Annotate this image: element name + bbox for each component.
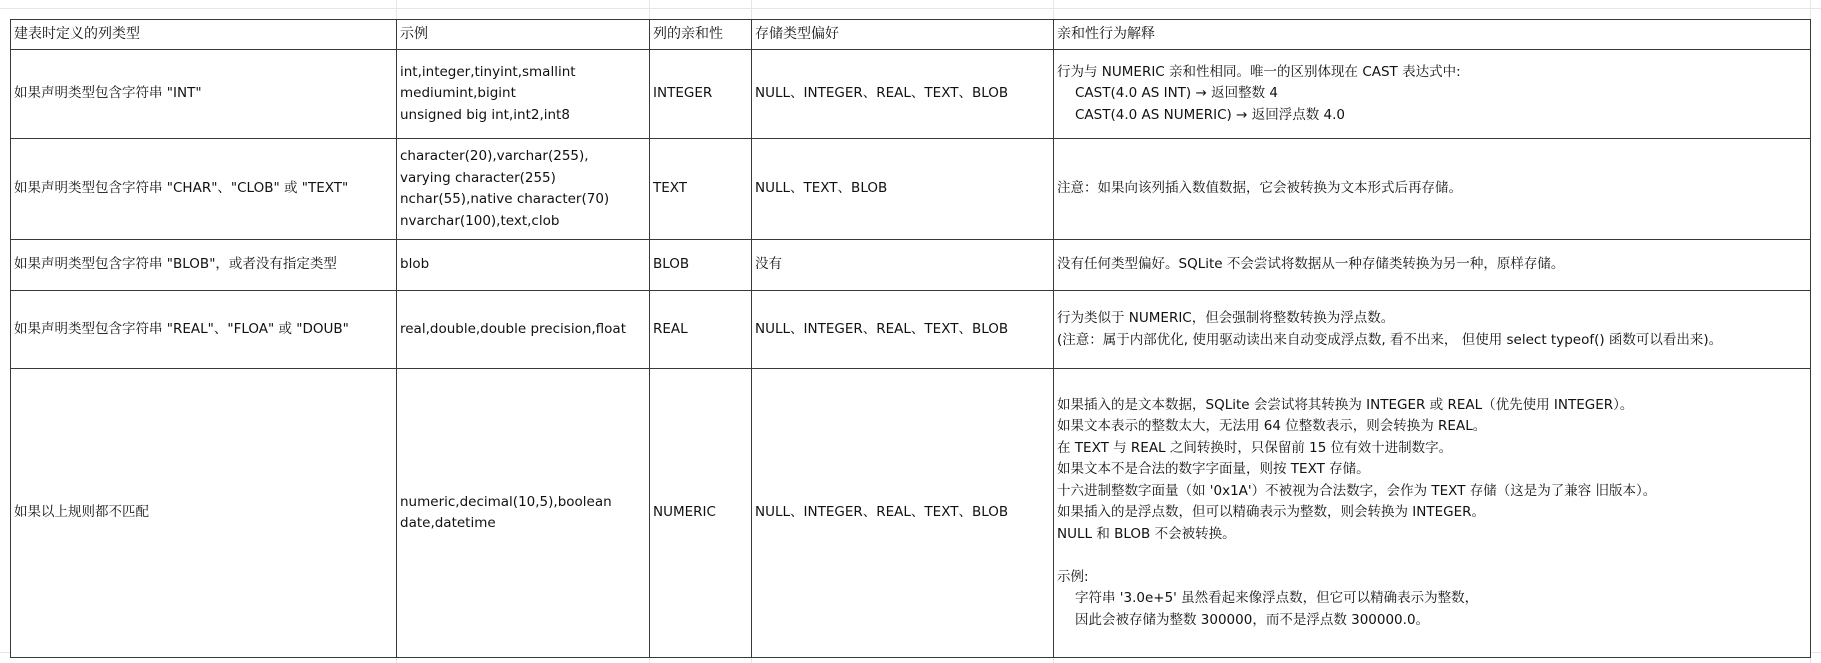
example-line: real,double,double precision,float <box>400 320 626 337</box>
declared-type-text: 如果以上规则都不匹配 <box>14 504 149 521</box>
behavior-line: 行为类似于 NUMERIC，但会强制将整数转换为浮点数。 <box>1057 310 1395 326</box>
storage-preference-text: NULL、INTEGER、REAL、TEXT、BLOB <box>755 85 1009 102</box>
behavior-line: 在 TEXT 与 REAL 之间转换时，只保留前 15 位有效十进制数字。 <box>1057 439 1453 456</box>
example-line: numeric,decimal(10,5),boolean <box>400 493 612 510</box>
table-row <box>11 291 1811 369</box>
cell-declared-type[interactable] <box>11 369 397 658</box>
storage-preference-text: 没有 <box>755 256 782 273</box>
cell-storage-preference[interactable] <box>752 240 1054 291</box>
header-examples[interactable]: 示例 <box>397 20 650 50</box>
affinity-text: NUMERIC <box>653 504 716 521</box>
example-line: date,datetime <box>400 515 496 531</box>
header-behavior[interactable]: 亲和性行为解释 <box>1054 20 1811 50</box>
example-line: varying character(255) <box>400 169 556 186</box>
declared-type-text: 如果声明类型包含字符串 "INT" <box>14 85 202 102</box>
affinity-text: TEXT <box>653 180 688 197</box>
table-row <box>11 369 1811 658</box>
cell-behavior[interactable] <box>1054 50 1811 139</box>
cell-affinity[interactable] <box>650 291 752 369</box>
behavior-line: 如果文本表示的整数太大，无法用 64 位整数表示，则会转换为 REAL。 <box>1057 418 1487 435</box>
storage-preference-text: NULL、TEXT、BLOB <box>755 180 888 197</box>
behavior-line: NULL 和 BLOB 不会被转换。 <box>1057 525 1236 542</box>
example-line: character(20),varchar(255), <box>400 148 589 164</box>
behavior-line: 没有任何类型偏好。SQLite 不会尝试将数据从一种存储类转换为另一种，原样存储。 <box>1057 256 1565 273</box>
cell-affinity[interactable] <box>650 369 752 658</box>
table-row <box>11 240 1811 291</box>
header-storage-preference[interactable]: 存储类型偏好 <box>752 20 1054 50</box>
cell-declared-type[interactable] <box>11 139 397 240</box>
declared-type-text: 如果声明类型包含字符串 "BLOB"，或者没有指定类型 <box>14 256 337 273</box>
header-affinity[interactable]: 列的亲和性 <box>650 20 752 50</box>
behavior-line: 如果插入的是浮点数，但可以精确表示为整数，则会转换为 INTEGER。 <box>1057 504 1486 521</box>
behavior-line: 十六进制整数字面量（如 '0x1A'）不被视为合法数字，会作为 TEXT 存储（这是为了兼容 旧版本）。 <box>1057 482 1657 499</box>
behavior-line: 字符串 '3.0e+5' 虽然看起来像浮点数，但它可以精确表示为整数， <box>1075 590 1479 607</box>
cell-examples[interactable] <box>397 139 650 240</box>
cell-storage-preference[interactable] <box>752 139 1054 240</box>
example-line: mediumint,bigint <box>400 85 516 102</box>
cell-examples[interactable] <box>397 369 650 658</box>
header-declared-type[interactable]: 建表时定义的列类型 <box>11 20 397 50</box>
example-line: nvarchar(100),text,clob <box>400 212 560 229</box>
cell-behavior[interactable] <box>1054 139 1811 240</box>
cell-storage-preference[interactable] <box>752 369 1054 658</box>
behavior-line: CAST(4.0 AS INT) → 返回整数 4 <box>1075 85 1278 102</box>
header-row <box>11 20 1811 50</box>
cell-storage-preference[interactable] <box>752 291 1054 369</box>
example-line: blob <box>400 256 430 273</box>
cell-examples[interactable] <box>397 50 650 139</box>
affinity-text: BLOB <box>653 256 690 273</box>
table-row <box>11 139 1811 240</box>
blank-line <box>1057 545 1807 567</box>
cell-behavior[interactable] <box>1054 291 1811 369</box>
storage-preference-text: NULL、INTEGER、REAL、TEXT、BLOB <box>755 504 1009 521</box>
behavior-line: 如果文本不是合法的数字字面量，则按 TEXT 存储。 <box>1057 461 1370 478</box>
cell-declared-type[interactable] <box>11 50 397 139</box>
behavior-line: 如果插入的是文本数据，SQLite 会尝试将其转换为 INTEGER 或 REAL（优先使用 INTEGER）。 <box>1057 396 1634 413</box>
behavior-line: 行为与 NUMERIC 亲和性相同。唯一的区别体现在 CAST 表达式中: <box>1057 63 1461 80</box>
cell-examples[interactable] <box>397 291 650 369</box>
behavior-line: 注意：如果向该列插入数值数据，它会被转换为文本形式后再存储。 <box>1057 180 1462 197</box>
behavior-line: CAST(4.0 AS NUMERIC) → 返回浮点数 4.0 <box>1075 106 1345 123</box>
example-line: unsigned big int,int2,int8 <box>400 106 570 123</box>
behavior-line: (注意：属于内部优化, 使用驱动读出来自动变成浮点数, 看不出来， 但使用 select typeof() 函数可以看出来)。 <box>1057 331 1723 348</box>
behavior-line: 示例: <box>1057 568 1089 585</box>
cell-affinity[interactable] <box>650 240 752 291</box>
table-row <box>11 50 1811 139</box>
example-line: nchar(55),native character(70) <box>400 191 610 207</box>
declared-type-text: 如果声明类型包含字符串 "REAL"、"FLOA" 或 "DOUB" <box>14 320 349 337</box>
cell-behavior[interactable] <box>1054 240 1811 291</box>
cell-declared-type[interactable] <box>11 291 397 369</box>
behavior-line: 因此会被存储为整数 300000，而不是浮点数 300000.0。 <box>1075 611 1430 628</box>
cell-affinity[interactable] <box>650 139 752 240</box>
storage-preference-text: NULL、INTEGER、REAL、TEXT、BLOB <box>755 320 1009 337</box>
affinity-text: INTEGER <box>653 85 713 102</box>
cell-affinity[interactable] <box>650 50 752 139</box>
cell-storage-preference[interactable] <box>752 50 1054 139</box>
cell-declared-type[interactable] <box>11 240 397 291</box>
sqlite-affinity-table <box>10 19 1811 658</box>
gridline <box>0 8 1821 9</box>
example-line: int,integer,tinyint,smallint <box>400 63 576 80</box>
cell-examples[interactable] <box>397 240 650 291</box>
declared-type-text: 如果声明类型包含字符串 "CHAR"、"CLOB" 或 "TEXT" <box>14 180 349 197</box>
cell-behavior[interactable] <box>1054 369 1811 658</box>
affinity-text: REAL <box>653 320 688 337</box>
